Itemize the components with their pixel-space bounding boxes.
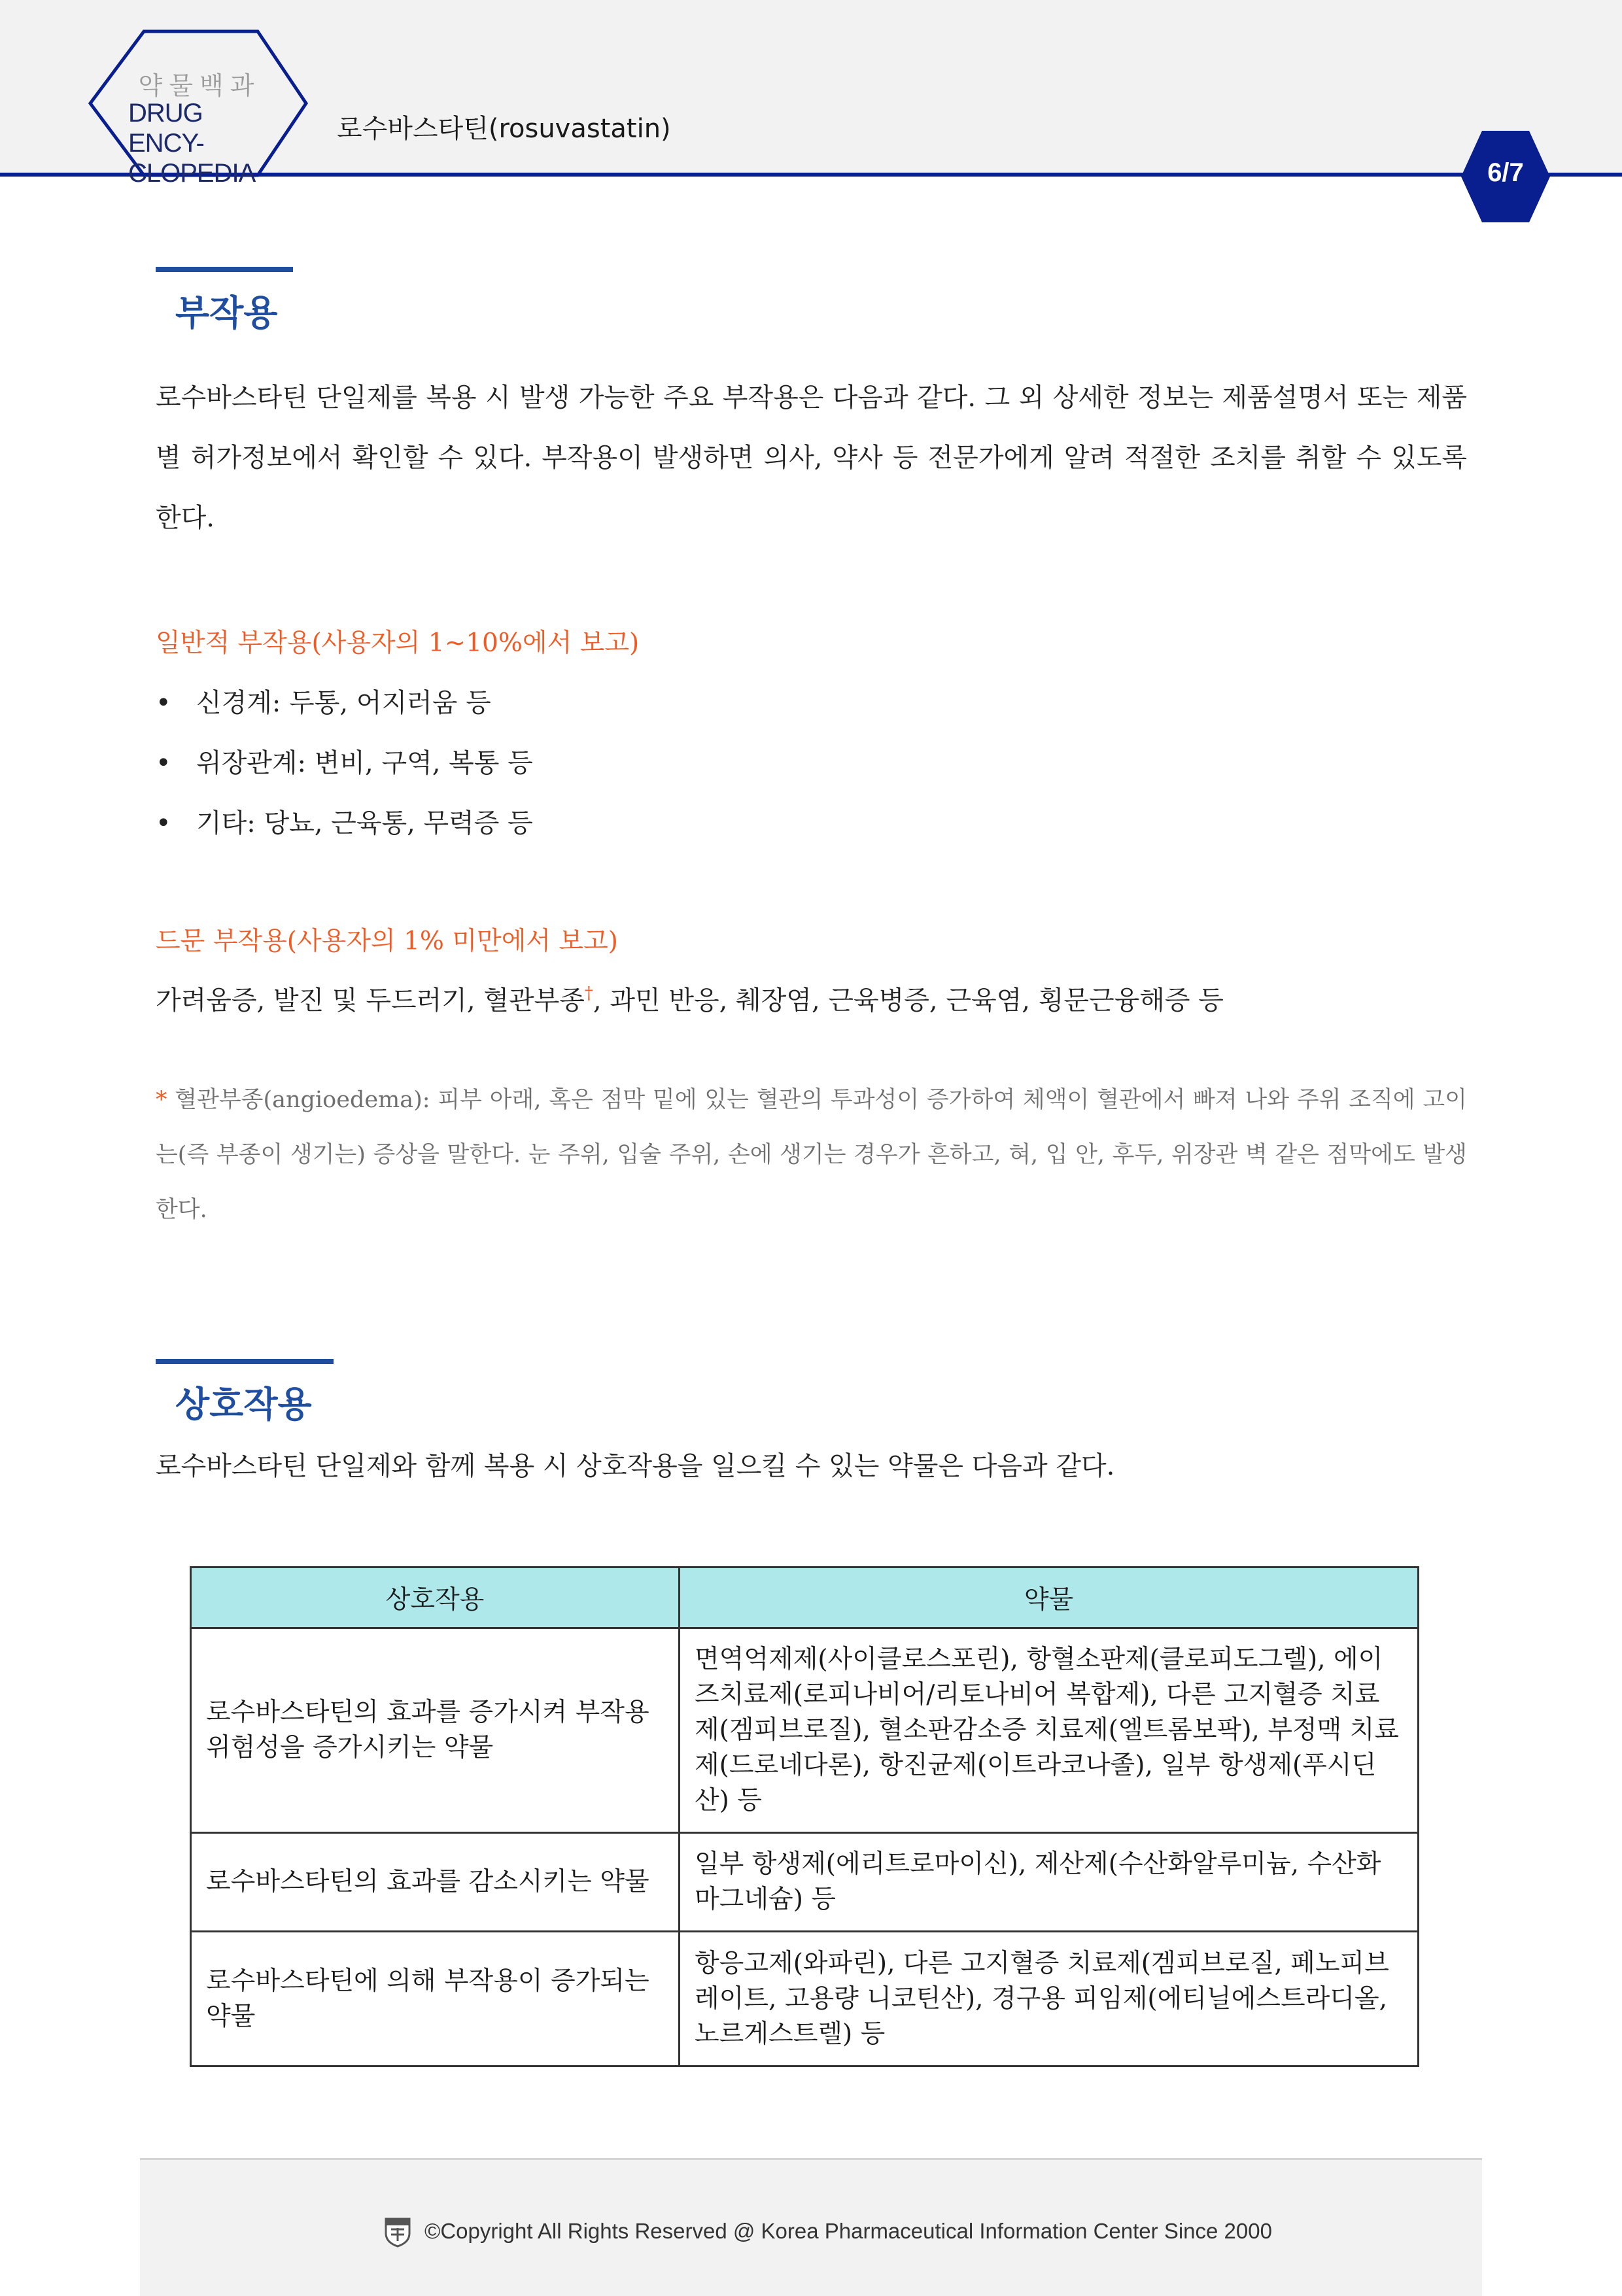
- drugs-cell: 면역억제제(사이클로스포린), 항혈소판제(클로피도그렐), 에이즈치료제(로피나비어/리토나비어 복합제), 다른 고지혈증 치료제(겜피브로질), 혈소판감소증 치료제(엘트롬보팍), 부정맥 치료제(드로네다론), 항진균제(이트라코나졸), 일부 항생제(푸시딘산) 등: [680, 1628, 1419, 1833]
- angioedema-footnote: [156, 1072, 1467, 1237]
- interaction-cell: 로수바스타틴의 효과를 증가시켜 부작용 위험성을 증가시키는 약물: [191, 1628, 680, 1833]
- interactions-title-bar: [156, 1359, 334, 1364]
- common-side-effect-item: [156, 742, 533, 780]
- rare-side-effects-heading: 드문 부작용(사용자의 1% 미만에서 보고): [156, 927, 618, 956]
- rare-text-after: , 과민 반응, 췌장염, 근육병증, 근육염, 횡문근융해증 등: [593, 985, 1224, 1016]
- bullet-icon: •: [156, 688, 171, 718]
- kpic-emblem-icon: [383, 2216, 412, 2248]
- table-header-drugs: 약물: [680, 1568, 1419, 1628]
- common-side-effect-item: [156, 682, 491, 719]
- common-side-effect-item: [156, 802, 533, 840]
- logo-english-line1: DRUG ENCY-: [128, 99, 204, 158]
- table-header-row: [191, 1568, 1419, 1628]
- rare-text-before: 가려움증, 발진 및 두드러기, 혈관부종: [156, 985, 585, 1016]
- common-side-effect-text: 기타: 당뇨, 근육통, 무력증 등: [196, 808, 533, 838]
- interactions-table: [190, 1566, 1419, 2067]
- footnote-marker: *: [156, 1087, 167, 1113]
- copyright-text: ©Copyright All Rights Reserved @ Korea Pharmaceutical Information Center Since 2000: [424, 2219, 1272, 2243]
- logo-english-text: [128, 98, 272, 188]
- interaction-cell: 로수바스타틴에 의해 부작용이 증가되는 약물: [191, 1932, 680, 2066]
- side-effects-intro: 로수바스타틴 단일제를 복용 시 발생 가능한 주요 부작용은 다음과 같다. 그 외 상세한 정보는 제품설명서 또는 제품별 허가정보에서 확인할 수 있다. 부작용이 발생하면 의사, 약사 등 전문가에게 알려 적절한 조치를 취할 수 있도록 한다.: [156, 383, 1467, 533]
- common-side-effect-text: 신경계: 두통, 어지러움 등: [196, 688, 491, 718]
- footnote-text: 혈관부종(angioedema): 피부 아래, 혹은 점막 밑에 있는 혈관의 투과성이 증가하여 체액이 혈관에서 빠져 나와 주위 조직에 고이는(즉 부종이 생기는) 증상을 말한다. 눈 주위, 입술 주위, 손에 생기는 경우가 흔하고, 혀, 입 안, 후두, 위장관 벽 같은 점막에도 발생한다.: [156, 1087, 1467, 1223]
- footer: [140, 2158, 1482, 2296]
- table-row: [191, 1932, 1419, 2066]
- side-effects-title: 부작용: [175, 292, 278, 334]
- drugs-cell: 항응고제(와파린), 다른 고지혈증 치료제(겜피브로질, 페노피브레이트, 고용량 니코틴산), 경구용 피임제(에티닐에스트라디올, 노르게스트렐) 등: [680, 1932, 1419, 2066]
- logo-english-line2: CLOPEDIA: [128, 159, 256, 188]
- common-side-effects-heading: 일반적 부작용(사용자의 1~10%에서 보고): [156, 628, 640, 658]
- interaction-cell: 로수바스타틴의 효과를 감소시키는 약물: [191, 1833, 680, 1932]
- table-row: [191, 1833, 1419, 1932]
- logo-korean-text: 약물백과: [138, 71, 261, 100]
- bullet-icon: •: [156, 748, 171, 778]
- dagger-footnote-mark: †: [584, 984, 593, 1003]
- side-effects-title-bar: [156, 267, 293, 272]
- page-indicator: 6/7: [1487, 158, 1524, 187]
- drugs-cell: 일부 항생제(에리트로마이신), 제산제(수산화알루미늄, 수산화마그네슘) 등: [680, 1833, 1419, 1932]
- document-title: 로수바스타틴(rosuvastatin): [337, 114, 671, 144]
- bullet-icon: •: [156, 808, 171, 838]
- interactions-title: 상호작용: [175, 1384, 312, 1425]
- table-row: [191, 1628, 1419, 1833]
- table-header-interaction: 상호작용: [191, 1568, 680, 1628]
- interactions-intro: 로수바스타틴 단일제와 함께 복용 시 상호작용을 일으킬 수 있는 약물은 다음과 같다.: [156, 1451, 1115, 1481]
- rare-side-effects-text: [156, 980, 1224, 1017]
- common-side-effect-text: 위장관계: 변비, 구역, 복통 등: [196, 748, 533, 778]
